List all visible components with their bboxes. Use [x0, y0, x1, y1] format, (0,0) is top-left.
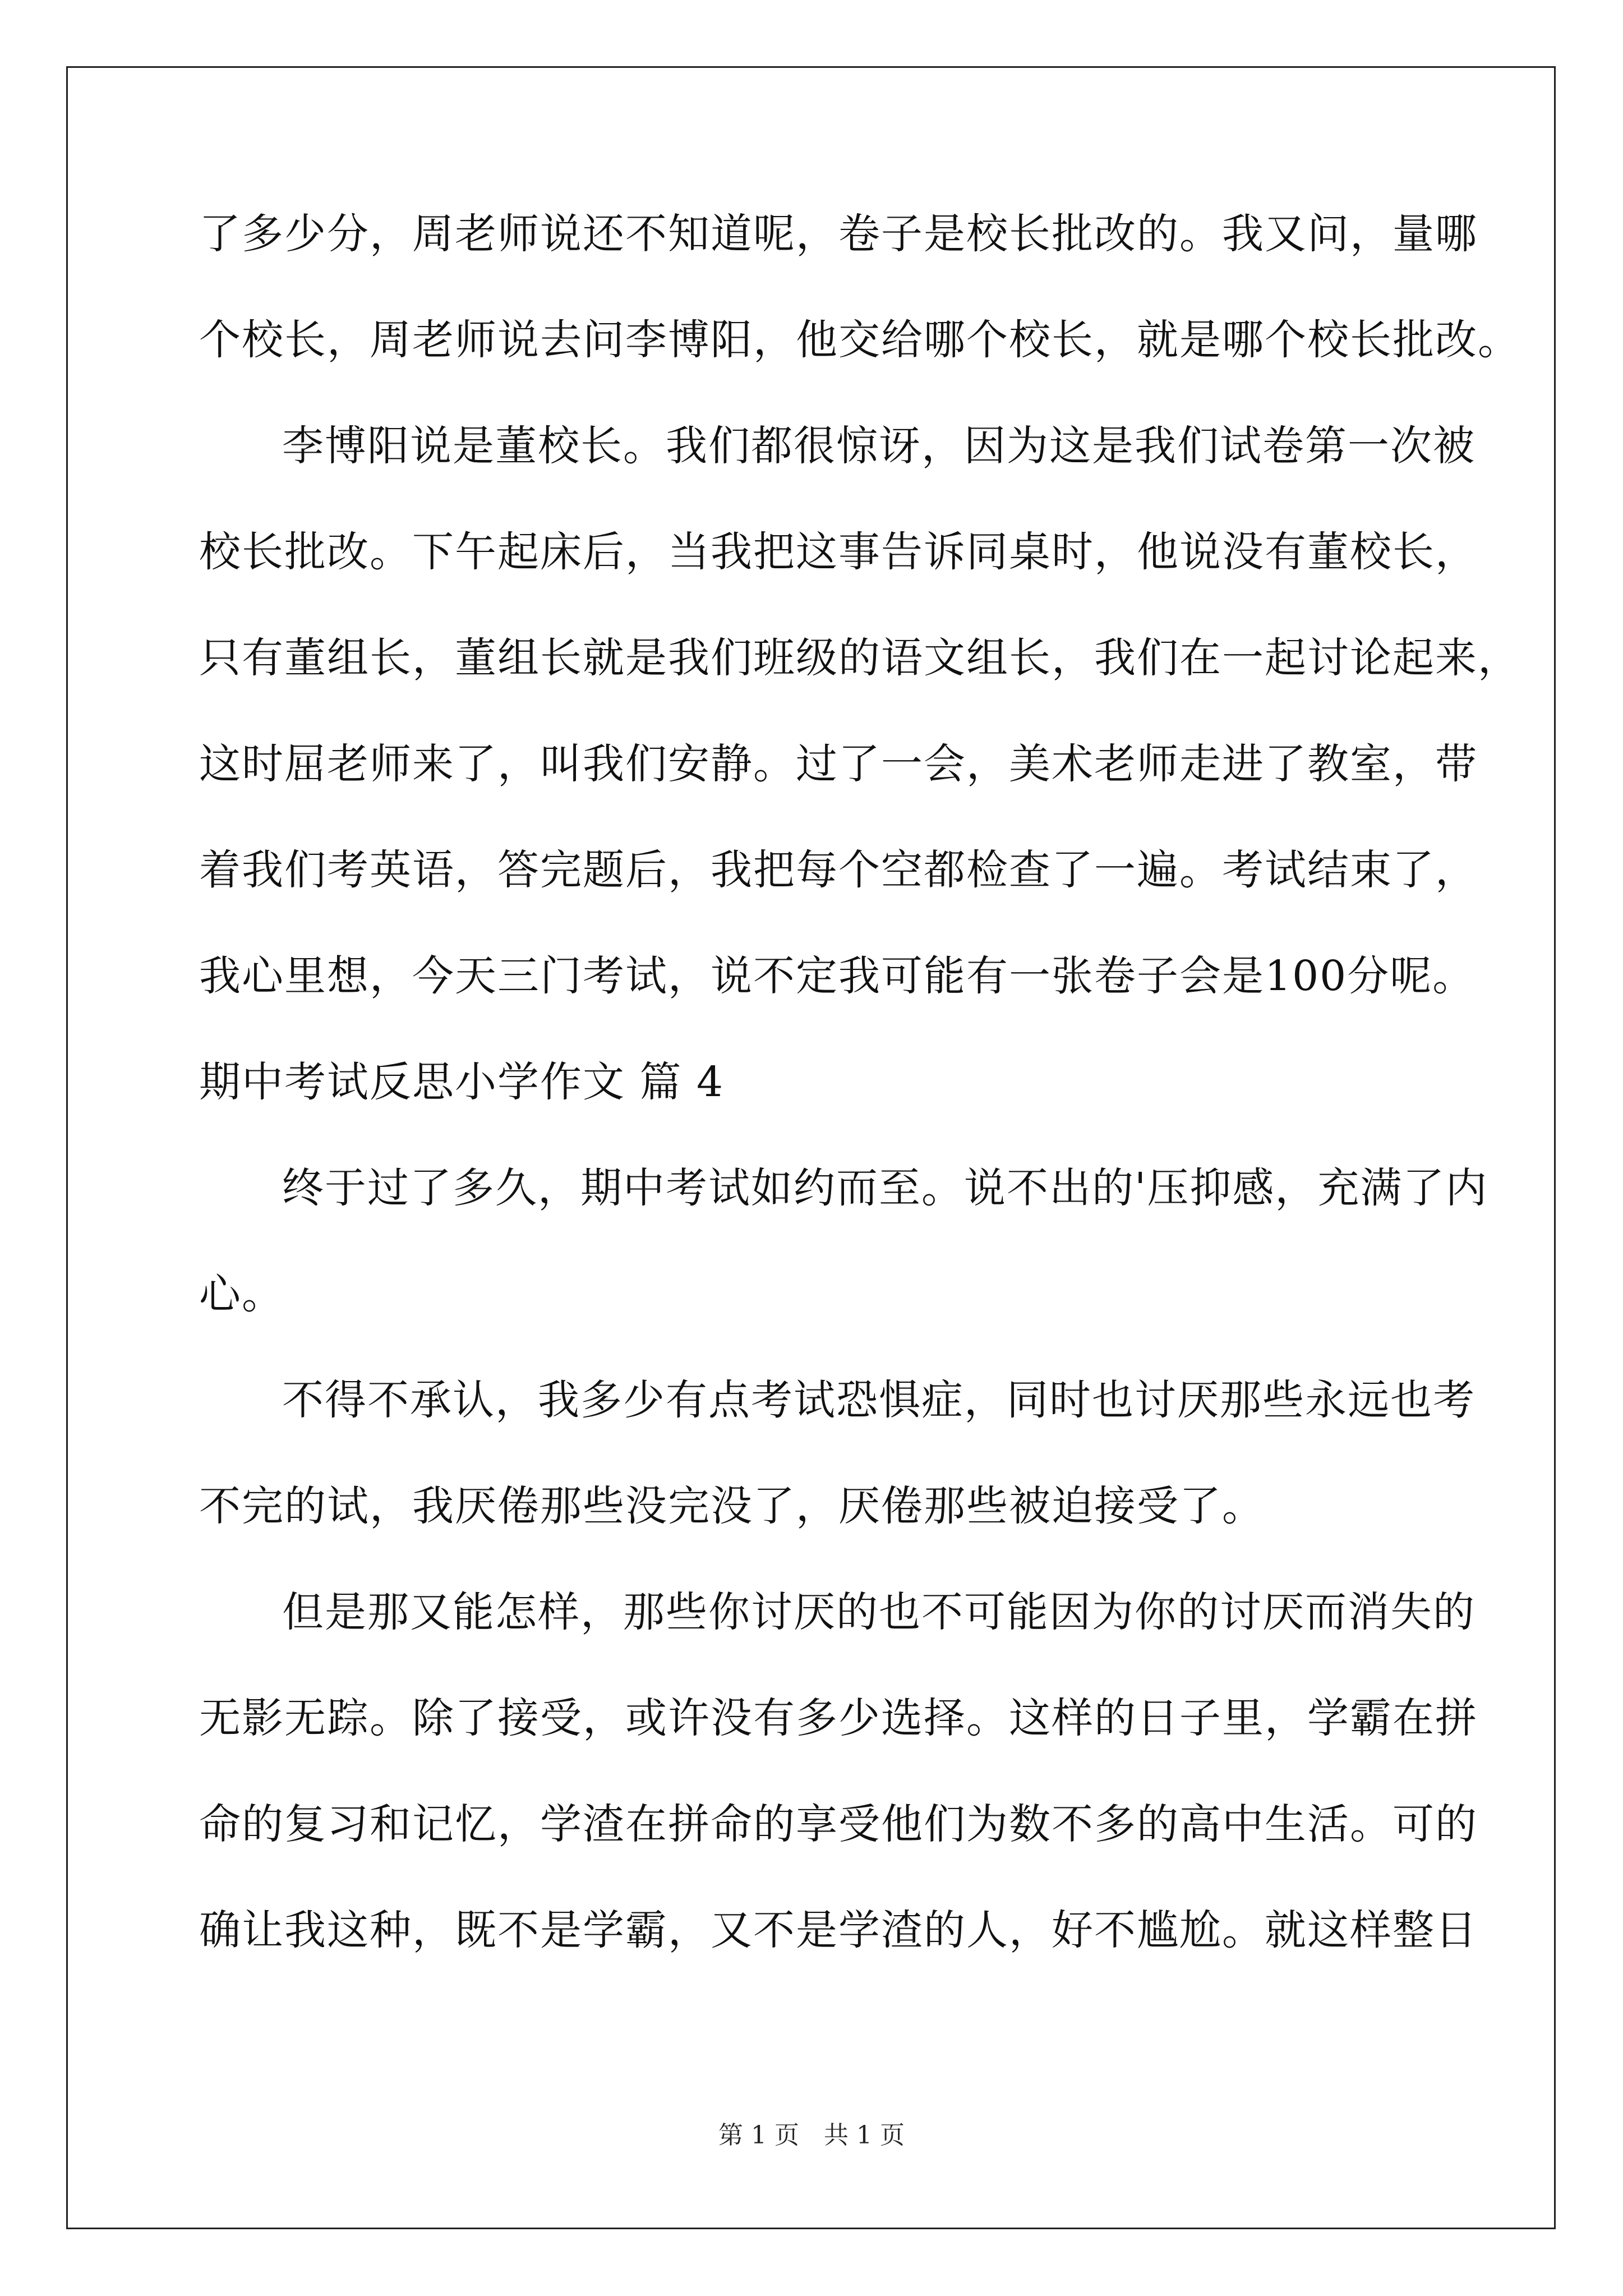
text-line: 无影无踪。除了接受，或许没有多少选择。这样的日子里，学霸在拼: [199, 1694, 1478, 1742]
text-line: 确让我这种，既不是学霸，又不是学渣的人，好不尴尬。就这样整日: [199, 1906, 1478, 1954]
section-heading: 期中考试反思小学作文 篇 4: [199, 1058, 725, 1106]
text-line: 我心里想，今天三门考试，说不定我可能有一张卷子会是100分呢。: [199, 952, 1476, 1000]
text-line: 个校长，周老师说去问李博阳，他交给哪个校长，就是哪个校长批改。: [199, 316, 1520, 364]
text-line: 这时屈老师来了，叫我们安静。过了一会，美术老师走进了教室，带: [199, 740, 1478, 788]
text-line: 终于过了多久，期中考试如约而至。说不出的'压抑感，充满了内: [282, 1164, 1488, 1212]
text-line: 不得不承认，我多少有点考试恐惧症，同时也讨厌那些永远也考: [282, 1376, 1476, 1424]
document-body: [199, 210, 1520, 2016]
page-footer: [0, 2123, 1623, 2148]
text-line: 了多少分，周老师说还不知道呢，卷子是校长批改的。我又问，量哪: [199, 210, 1478, 258]
text-line: 不完的试，我厌倦那些没完没了，厌倦那些被迫接受了。: [199, 1482, 1265, 1530]
page-number: 第 1 页: [718, 2121, 799, 2150]
text-line: 着我们考英语，答完题后，我把每个空都检查了一遍。考试结束了，: [199, 846, 1478, 894]
text-line: 李博阳说是董校长。我们都很惊讶，因为这是我们试卷第一次被: [282, 422, 1476, 470]
text-line: 校长批改。下午起床后，当我把这事告诉同桌时，他说没有董校长，: [199, 528, 1478, 576]
text-line: 只有董组长，董组长就是我们班级的语文组长，我们在一起讨论起来，: [199, 634, 1520, 682]
page-total: 共 1 页: [824, 2121, 905, 2150]
text-line: 命的复习和记忆，学渣在拼命的享受他们为数不多的高中生活。可的: [199, 1800, 1478, 1848]
text-line: 心。: [199, 1270, 284, 1318]
text-line: 但是那又能怎样，那些你讨厌的也不可能因为你的讨厌而消失的: [282, 1588, 1476, 1636]
